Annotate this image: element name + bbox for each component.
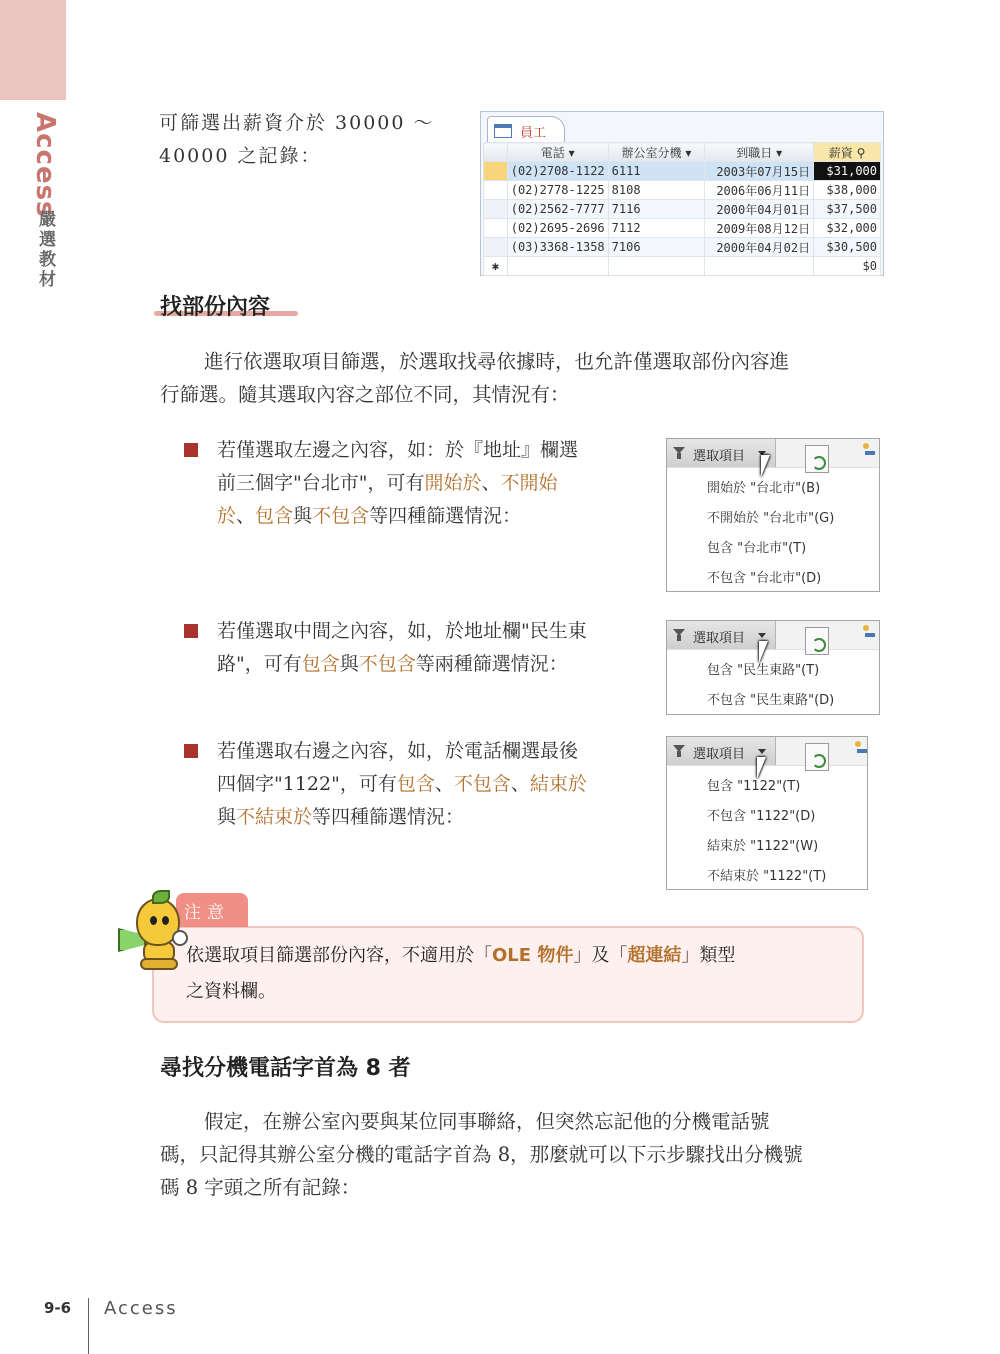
refresh-icon (805, 445, 829, 473)
selection-filter-button[interactable]: 選取項目 (667, 737, 776, 765)
bullet-marker (184, 744, 198, 758)
mouse-cursor-icon (757, 757, 775, 779)
new-record-icon (863, 443, 875, 455)
menu-item-contains[interactable]: 包含 "民生東路"(T) (707, 663, 820, 678)
filter-menu-1 (666, 438, 880, 592)
side-color-tab (0, 0, 66, 100)
note-box (152, 926, 864, 1023)
section2-paragraph: 假定，在辦公室內要與某位同事聯絡，但突然忘記他的分機電話號 碼，只記得其辦公室分機的電話字首為 8，那麼就可以下示步驟找出分機號 碼 8 字頭之所有記錄： (160, 1110, 803, 1199)
mouse-cursor-icon (759, 641, 777, 663)
page-number: 9-6 (44, 1299, 72, 1317)
table-row[interactable]: (02)2708-1122 6111 2003年07月15日 $31,000 (484, 162, 881, 181)
row-selector[interactable] (484, 181, 508, 200)
mouse-cursor-icon (761, 455, 779, 477)
chevron-down-icon (758, 749, 766, 754)
table-row[interactable]: (02)2562-7777 7116 2000年04月01日 $37,500 (484, 200, 881, 219)
col-header-hire[interactable]: 到職日 ▾ (705, 143, 814, 162)
footer-divider (88, 1298, 89, 1354)
selection-filter-button[interactable]: 選取項目 (667, 621, 776, 649)
menu-item-begins-with[interactable]: 開始於 "台北市"(B) (707, 481, 821, 496)
note-tab: 注意 (176, 893, 248, 927)
new-record-icon: ✱ (484, 257, 508, 276)
filter-icon: ⚲ (856, 145, 866, 160)
section-heading-partial: 找部份內容 (160, 295, 271, 320)
new-record-icon (855, 741, 867, 753)
mascot-feet (140, 958, 178, 970)
select-all-cell[interactable] (484, 143, 508, 162)
employee-table-window (480, 111, 884, 276)
refresh-icon (805, 743, 829, 771)
bullet-marker (184, 624, 198, 638)
bullet-text-1: 若僅選取左邊之內容，如：於『地址』欄選 前三個字"台北市"，可有開始於、不開始 於、包含與不包含等四種篩選情況： (217, 439, 579, 527)
mascot-hand (172, 930, 188, 946)
menu-item-not-contains[interactable]: 不包含 "台北市"(D) (707, 571, 822, 586)
employee-table (483, 142, 881, 276)
side-subtitle: 嚴選教材 (35, 210, 55, 290)
side-title: Access (30, 112, 60, 218)
bullet-marker (184, 443, 198, 457)
table-tab[interactable]: 員工 (487, 116, 565, 143)
footer-title: Access (104, 1298, 178, 1319)
row-selector[interactable] (484, 238, 508, 257)
table-row[interactable]: (02)2695-2696 7112 2009年08月12日 $32,000 (484, 219, 881, 238)
menu-item-not-ends-with[interactable]: 不結束於 "1122"(T) (707, 869, 827, 884)
bullet-text-2: 若僅選取中間之內容，如，於地址欄"民生東 路"，可有包含與不包含等兩種篩選情況： (217, 620, 587, 675)
table-row[interactable]: (02)2778-1225 8108 2006年06月11日 $38,000 (484, 181, 881, 200)
new-record-icon (863, 625, 875, 637)
col-header-salary[interactable]: 薪資 ⚲ (814, 143, 881, 162)
note-text: 依選取項目篩選部份內容，不適用於「OLE 物件」及「超連結」類型 之資料欄。 (186, 945, 736, 1002)
menu-item-not-contains[interactable]: 不包含 "民生東路"(D) (707, 693, 835, 708)
chevron-down-icon (758, 633, 766, 638)
col-header-ext[interactable]: 辦公室分機 ▾ (608, 143, 705, 162)
refresh-icon (805, 627, 829, 655)
table-header-row (484, 143, 881, 162)
col-header-phone[interactable]: 電話 ▾ (507, 143, 608, 162)
section-heading-extension: 尋找分機電話字首為 8 者 (160, 1056, 411, 1081)
filter-menu-2 (666, 620, 880, 715)
row-selector[interactable] (484, 200, 508, 219)
selection-filter-button[interactable]: 選取項目 (667, 439, 776, 467)
menu-item-not-begins-with[interactable]: 不開始於 "台北市"(G) (707, 511, 835, 526)
menu-item-contains[interactable]: 包含 "1122"(T) (707, 779, 801, 794)
table-icon (494, 124, 512, 138)
section1-paragraph: 進行依選取項目篩選，於選取找尋依據時，也允許僅選取部份內容進 行篩選。隨其選取內容之部位不同，其情況有： (160, 350, 790, 406)
menu-item-not-contains[interactable]: 不包含 "1122"(D) (707, 809, 816, 824)
bullet-text-3: 若僅選取右邊之內容，如，於電話欄選最後 四個字"1122"，可有包含、不包含、結束於 與不結束於等四種篩選情況： (217, 740, 587, 828)
menu-item-ends-with[interactable]: 結束於 "1122"(W) (707, 839, 819, 854)
row-selector[interactable] (484, 219, 508, 238)
filter-menu-3 (666, 736, 868, 890)
intro-text: 可篩選出薪資介於 30000 ～ 40000 之記錄： (159, 112, 435, 167)
leaf-icon (152, 890, 170, 904)
table-row[interactable]: (03)3368-1358 7106 2000年04月02日 $30,500 (484, 238, 881, 257)
new-record-row[interactable]: ✱ $0 (484, 257, 881, 276)
menu-item-contains[interactable]: 包含 "台北市"(T) (707, 541, 807, 556)
row-selector[interactable] (484, 162, 508, 181)
